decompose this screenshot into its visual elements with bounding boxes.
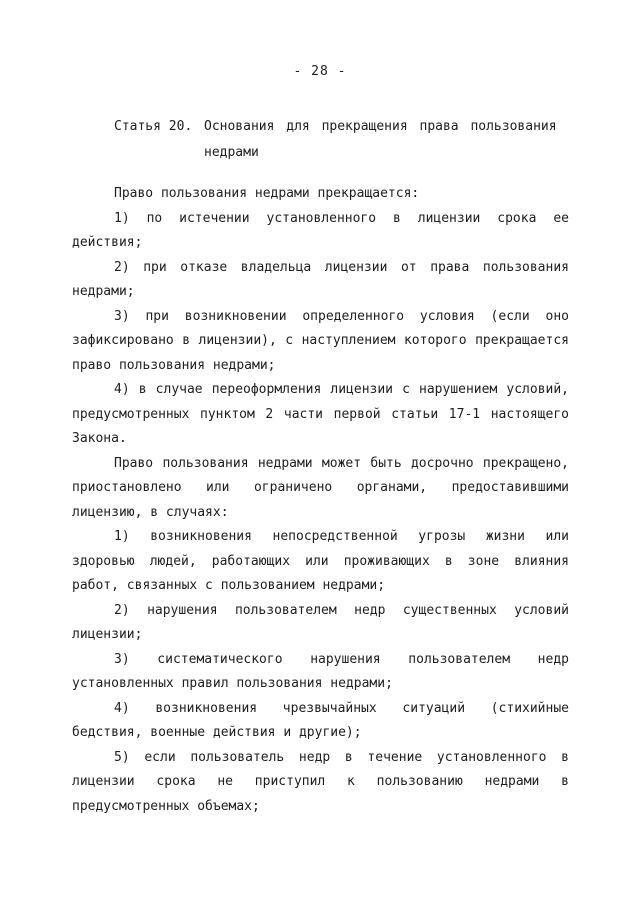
article-number: Статья 20. bbox=[114, 119, 193, 134]
article-body bbox=[72, 182, 569, 819]
paragraph: 5) если пользователь недр в течение установленного в лицензии срока не приступил к пользованию недрами в предусмотренных объемах; bbox=[72, 749, 569, 814]
paragraph: 2) нарушения пользователем недр существенных условий лицензии; bbox=[72, 602, 569, 642]
paragraph: 2) при отказе владельца лицензии от права пользования недрами; bbox=[72, 259, 569, 299]
paragraph: 4) возникновения чрезвычайных ситуаций (стихийные бедствия, военные действия и другие); bbox=[72, 700, 569, 740]
paragraph: 3) систематического нарушения пользователем недр установленных правил пользования недрами; bbox=[72, 651, 569, 691]
article-title: Основания для прекращения права пользования недрами bbox=[204, 119, 557, 160]
paragraph: Право пользования недрами прекращается: bbox=[114, 186, 420, 201]
paragraph: 4) в случае переоформления лицензии с нарушением условий, предусмотренных пунктом 2 части первой статьи 17-1 настоящего Закона. bbox=[72, 382, 569, 446]
paragraph: 1) возникновения непосредственной угрозы жизни или здоровью людей, работающих или проживающих в зоне влияния работ, связанных с пользованием недрами; bbox=[72, 529, 569, 593]
article-heading bbox=[114, 114, 574, 166]
paragraph: 1) по истечении установленного в лицензии срока ее действия; bbox=[72, 210, 569, 250]
paragraph: 3) при возникновении определенного условия (если оно зафиксировано в лицензии), с наступлением которого прекращается право пользования недрами; bbox=[72, 308, 569, 373]
page-number: - 28 - bbox=[293, 64, 347, 79]
paragraph: Право пользования недрами может быть досрочно прекращено, приостановлено или ограничено органами, предоставившими лицензию, в случаях: bbox=[72, 455, 569, 520]
